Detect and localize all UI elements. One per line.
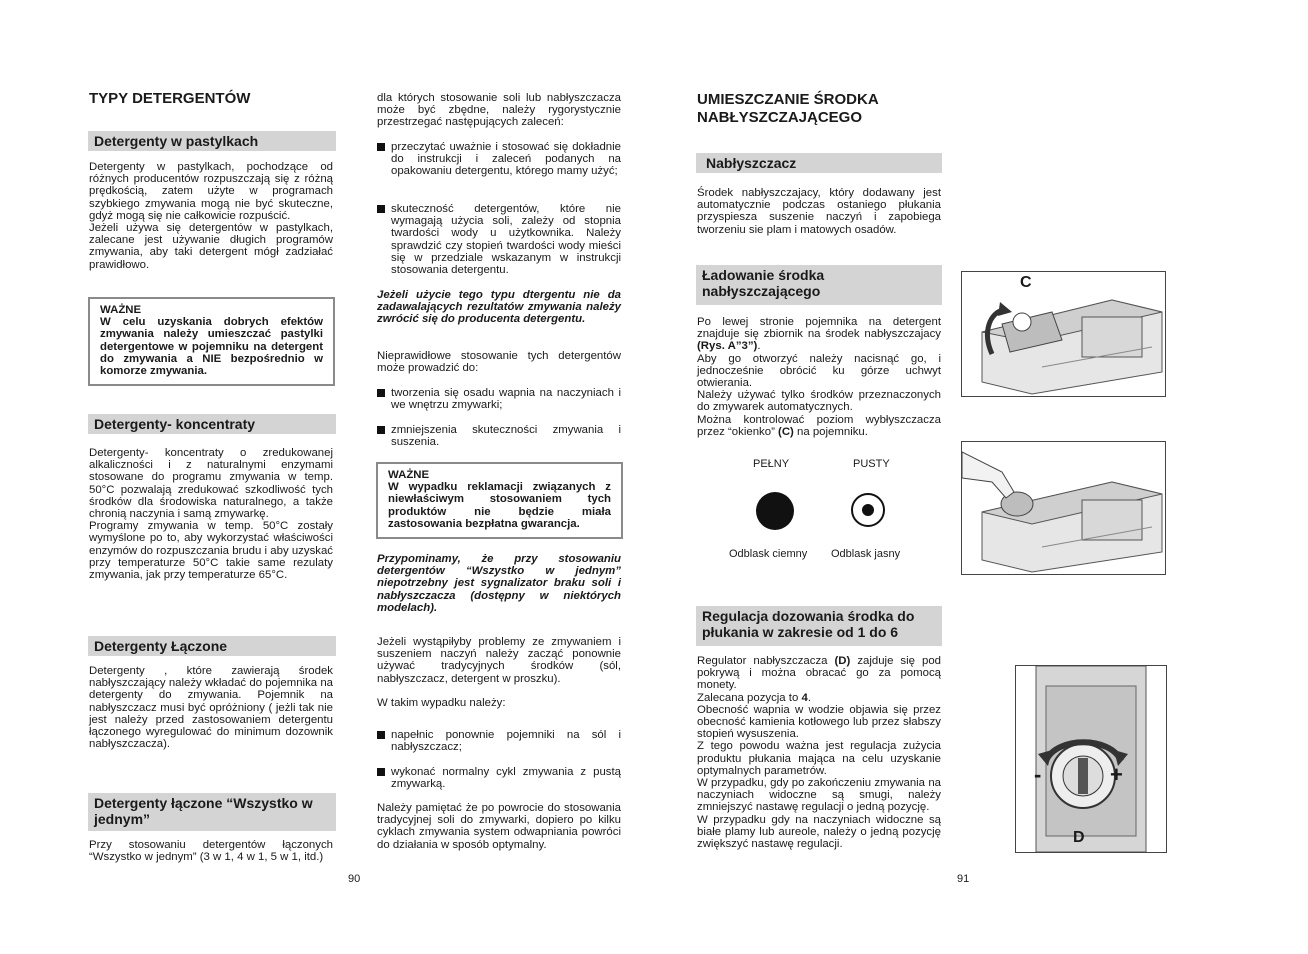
notice-box-warranty xyxy=(376,462,623,539)
figure-dosage-regulator xyxy=(1015,665,1167,853)
paragraph: Z tego powodu ważna jest regulacja zużycia produktu płukania mająca na celu uzyskanie optymalnych parametrów. xyxy=(697,740,941,777)
figure-dispenser-open xyxy=(961,271,1166,397)
title-line: NABŁYSZCZAJĄCEGO xyxy=(697,109,863,126)
page-title-detergents: TYPY DETERGENTÓW xyxy=(89,90,251,107)
text-span: Po lewej stronie pojemnika na detergent znajduje się zbiornik na środek nabłyszczajacy xyxy=(697,316,941,341)
bullet-text: przeczytać uważnie i stosować się dokładnie do instrukcji i zaleceń podanych na opakowaniu detergentu, którego mamy użyć; xyxy=(391,141,621,178)
figure-reference: (C) xyxy=(778,425,794,438)
bullet-text: tworzenia się osadu wapnia na naczyniach i we wnętrzu zmywarki; xyxy=(391,387,621,412)
bullet-text: skuteczność detergentów, które nie wymagają użycia soli, zależy od stopnia twardości wody u użytkownika. Należy sprawdzić czy stopień twardości wody mieści się w przedziale wskazanym w instrukcji stosowania detergentu. xyxy=(391,203,621,277)
paragraph xyxy=(697,316,941,353)
combined-text xyxy=(89,665,333,750)
bullet-square-icon xyxy=(377,389,385,397)
page-title-rinse-aid xyxy=(697,91,879,127)
all-in-one-text xyxy=(89,839,333,863)
bullet-text: napełnic ponownie pojemniki na sól i nabłyszczacz; xyxy=(391,729,621,754)
text-span: . xyxy=(807,691,811,704)
notice-body: W celu uzyskania dobrych efektów zmywania należy umieszczać pastylki detergentowe w pojemniku na detergent do zmywania a NIE bezpośrednio w komorze zmywania. xyxy=(100,316,323,378)
figure-label-c: C xyxy=(1020,274,1032,291)
rinse-aid-text: Środek nabłyszczajacy, który dodawany jest automatycznie podczas ostaniego płukania przyspiesza suszenie naczyń i zapobiega tworzeniu sie plam i matowych osadów. xyxy=(697,187,941,236)
paragraph: W przypadku gdy na naczyniach widoczne są białe plamy lub aureole, należy o jedną pozycję zwiększyć nastawę regulacji. xyxy=(697,813,941,851)
recommended-value: 4 xyxy=(801,691,808,704)
bullet-item xyxy=(377,203,621,276)
text-span: na pojemniku. xyxy=(793,425,868,438)
bullet-text: zmniejszenia skuteczności zmywania i suszenia. xyxy=(391,424,621,449)
filling-illustration xyxy=(962,442,1165,574)
section-header-tablets: Detergenty w pastylkach xyxy=(88,131,336,151)
col2-paragraph: Jeżeli wystąpiłyby problemy ze zmywaniem i suszeniem naczyń należy zacząć ponownie używać tradycyjnych środków (sól, nabłyszczacz, detergent w proszku). xyxy=(377,636,621,685)
text-span: Regulator nabłyszczacza xyxy=(697,655,835,667)
paragraph: Programy zmywania w temp. 50°C zostały wymyślone po to, aby wykorzystać właściwości enzymów do rozpuszczania brudu i aby uzyskać przy temperaturze 50°C takie same rezulaty zmywania, jak przy temperaturze 65°C. xyxy=(89,520,333,582)
dispenser-illustration xyxy=(962,272,1165,396)
paragraph: Należy używać tylko środków przeznaczonych do zmywarek automatycznych. xyxy=(697,389,941,414)
bullet-square-icon xyxy=(377,426,385,434)
bullet-square-icon xyxy=(377,768,385,776)
paragraph xyxy=(697,655,941,692)
col2-paragraph: W takim wypadku należy: xyxy=(377,697,506,709)
bullet-square-icon xyxy=(377,143,385,151)
paragraph: Aby go otworzyć należy nacisnąć go, i jednocześnie obrócić ku górze uchwyt otwierania. xyxy=(697,352,941,390)
text-span: Zalecana pozycja to xyxy=(697,691,802,704)
notice-heading: WAŻNE xyxy=(100,304,142,316)
loading-text xyxy=(697,316,941,438)
empty-indicator-icon xyxy=(851,493,885,527)
paragraph xyxy=(697,414,941,438)
dosage-text xyxy=(697,655,941,850)
paragraph: Detergenty , które zawierają środek nabłyszczający należy wkładać do pojemnika na detergenty do zmywania. Pojemnik na nabłyszczacz musi być opróżniony ( jeżli tak nie jest należy przed zastosowaniem detergentu łączonego wyregulować do minimum dozownik nabłyszczacza). xyxy=(89,665,333,751)
page-number: 90 xyxy=(348,873,361,885)
figure-reference: (Rys. A”3”) xyxy=(697,340,758,353)
plus-icon: + xyxy=(1110,762,1123,787)
text-span: Można kontrolować poziom wybłyszczacza przez “okienko” xyxy=(697,413,941,438)
text-span: . xyxy=(757,340,761,353)
notice-body: W wypadku reklamacji związanych z niewłaściwym stosowaniem tych produktów nie będzie miała zastosowania bezpłatna gwarancja. xyxy=(388,481,611,530)
concentrates-text xyxy=(89,447,333,581)
section-header-all-in-one: Detergenty łączone “Wszystko w jednym” xyxy=(88,793,336,831)
notice-heading: WAŻNE xyxy=(388,469,430,481)
paragraph: Detergenty w pastylkach, pochodzące od różnych producentów rozpuszczają się z różną prędkością, zatem użyte w programach szybkiego zmywania mogą nie być skuteczne, gdyż mogą się nie całkowicie rozpuścić. xyxy=(89,161,333,222)
bullet-item xyxy=(377,424,621,448)
section-header-concentrates: Detergenty- koncentraty xyxy=(88,414,336,434)
paragraph: Detergenty- koncentraty o zredukowanej alkaliczności i z naturalnymi enzymami stosowane do programu zmywania w temp. 50°C pozwalają zredukować szkodliwość tych środków dla środowiska naturalnego, a także chronią naczynia i samą zmywarkę. xyxy=(89,447,333,521)
empty-caption: Odblask jasny xyxy=(831,548,901,560)
section-header-combined: Detergenty Łączone xyxy=(88,636,336,656)
text-span: zajduje się pod pokrywą i można obracać go za pomocą monety. xyxy=(697,655,942,692)
figure-reference: (D) xyxy=(834,655,851,667)
tablets-text xyxy=(89,161,333,271)
col2-paragraph: Nieprawidłowe stosowanie tych detergentów może prowadzić do: xyxy=(377,350,621,375)
italic-note-reminder: Przypominamy, że przy stosowaniu detergentów “Wszystko w jednym” niepotrzebny jest sygnalizator braku soli i nabłyszczacza (dostępny w niektórych modelach). xyxy=(377,553,621,614)
col2-paragraph: Należy pamiętać że po powrocie do stosowania tradycyjnej soli do zmywarki, dopiero po kilku cyklach zmywania system odwapniania powróci do działania w sposób optymalny. xyxy=(377,802,621,851)
figure-label-d: D xyxy=(1073,829,1085,846)
bullet-item xyxy=(377,387,621,411)
figure-dispenser-filling xyxy=(961,441,1166,575)
notice-box-tablets xyxy=(88,297,335,386)
regulator-illustration xyxy=(1016,666,1166,852)
full-indicator-icon xyxy=(756,492,794,530)
full-label: PEŁNY xyxy=(753,458,790,470)
bullet-item xyxy=(377,729,621,753)
bullet-item xyxy=(377,141,621,178)
empty-label: PUSTY xyxy=(853,458,890,470)
section-header-loading: Ładowanie środka nabłyszczającego xyxy=(696,265,942,305)
paragraph: Jeżeli używa się detergentów w pastylkach, zalecane jest używanie długich programów zmywania, aby taki detergent mógł zadziałać prawidłowo. xyxy=(89,222,333,271)
paragraph: Obecność wapnia w wodzie objawia się przez obecność kamienia kotłowego lub przez słabszy stopień wysuszenia. xyxy=(697,703,941,741)
full-caption: Odblask ciemny xyxy=(729,548,808,560)
section-header-rinse-aid: Nabłyszczacz xyxy=(696,153,942,173)
page-number: 91 xyxy=(957,873,970,885)
col2-intro: dla których stosowanie soli lub nabłyszczacza może być zbędne, należy rygorystycznie przestrzegać następujących zaleceń: xyxy=(377,92,621,129)
title-line: UMIESZCZANIE ŚRODKA xyxy=(697,91,879,108)
paragraph: Przy stosowaniu detergentów łączonych “Wszystko w jednym” (3 w 1, 4 w 1, 5 w 1, itd.) xyxy=(89,839,333,864)
bullet-square-icon xyxy=(377,731,385,739)
section-header-dosage: Regulacja dozowania środka do płukania w zakresie od 1 do 6 xyxy=(696,606,942,646)
italic-note-producer: Jeżeli użycie tego typu dtergentu nie da zadawalających rezultatów zmywania należy zwrócić się do producenta detergentu. xyxy=(377,289,621,326)
paragraph: W przypadku, gdy po zakończeniu zmywania na naczyniach widoczne są smugi, należy zmniejszyć nastawę regulacji o jedną pozycję. xyxy=(697,777,941,814)
paragraph xyxy=(697,692,941,704)
bullet-item xyxy=(377,766,621,790)
bullet-text: wykonać normalny cykl zmywania z pustą zmywarką. xyxy=(391,766,621,791)
bullet-square-icon xyxy=(377,205,385,213)
minus-icon: - xyxy=(1034,762,1042,787)
